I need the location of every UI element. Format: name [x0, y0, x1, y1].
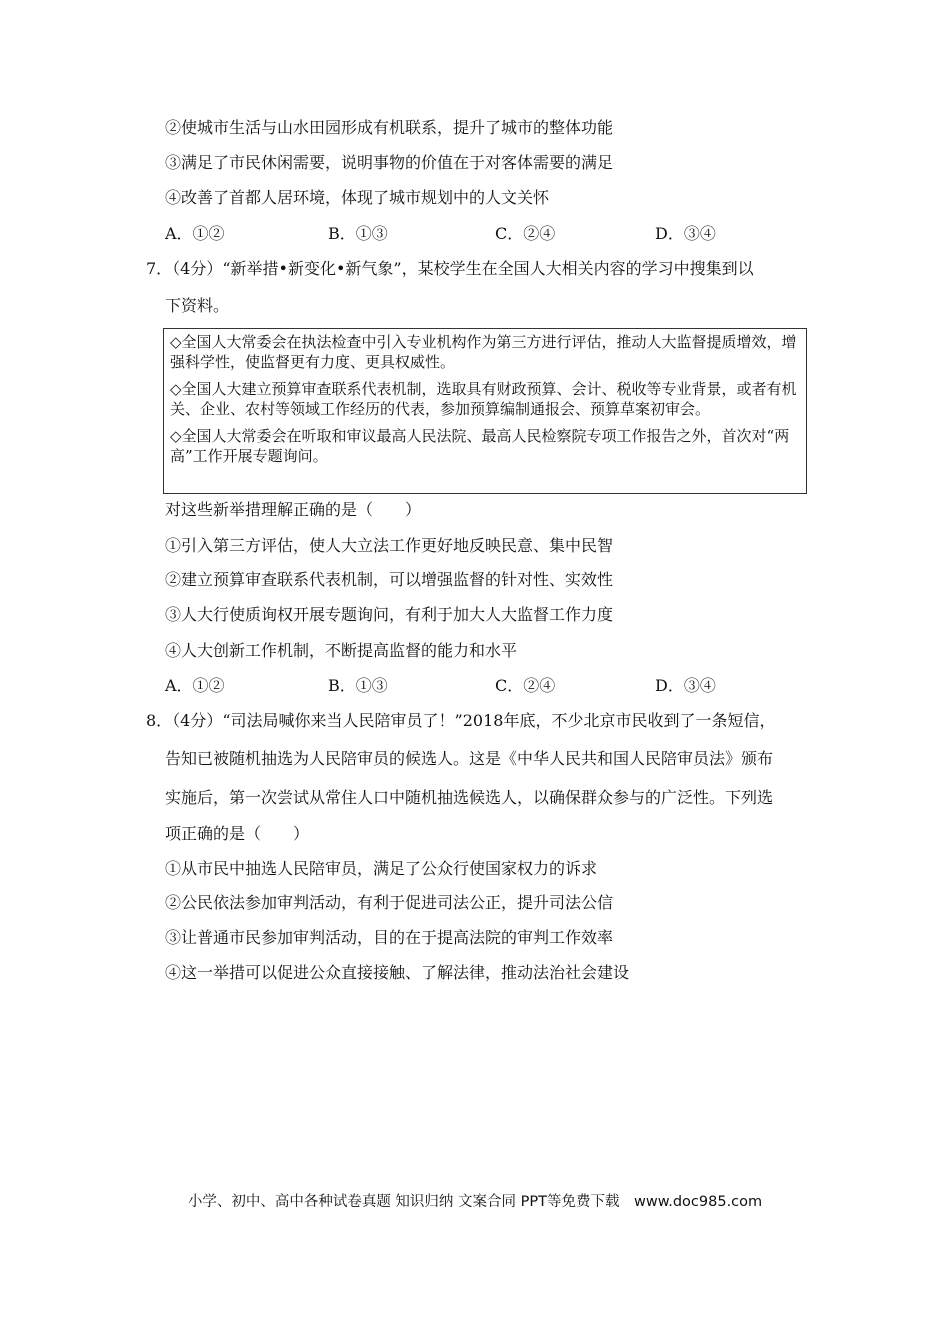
q6-choice-a: A．①② [165, 224, 225, 243]
q7-option-3: ③人大行使质询权开展专题询问，有利于加大人大监督工作力度 [165, 605, 614, 624]
q6-option-3: ③满足了市民休闲需要，说明事物的价值在于对客体需要的满足 [165, 153, 614, 172]
q7-choices [165, 676, 765, 696]
q6-choice-c: C．②④ [495, 224, 556, 243]
q8-stem-line2: 告知已被随机抽选为人民陪审员的候选人。这是《中华人民共和国人民陪审员法》颁布 [165, 749, 774, 768]
q7-option-1: ①引入第三方评估，使人大立法工作更好地反映民意、集中民智 [165, 536, 614, 555]
q7-material-item-2: ◇全国人大建立预算审查联系代表机制，选取具有财政预算、会计、税收等专业背景，或者有机关、企业、农村等领域工作经历的代表，参加预算编制通报会、预算草案初审会。 [170, 380, 797, 418]
q8-stem-line3: 实施后，第一次尝试从常住人口中随机抽选候选人，以确保群众参与的广泛性。下列选 [165, 788, 774, 807]
footer-download-banner: 小学、初中、高中各种试卷真题 知识归纳 文案合同 PPT等免费下载 www.doc985.com [187, 1194, 763, 1210]
q7-material-item-1: ◇全国人大常委会在执法检查中引入专业机构作为第三方进行评估，推动人大监督提质增效，增强科学性，使监督更有力度、更具权威性。 [170, 333, 797, 371]
q7-choice-d: D．③④ [655, 676, 716, 695]
q8-option-1: ①从市民中抽选人民陪审员，满足了公众行使国家权力的诉求 [165, 859, 598, 878]
q6-choice-d: D．③④ [655, 224, 716, 243]
q8-option-3: ③让普通市民参加审判活动，目的在于提高法院的审判工作效率 [165, 928, 614, 947]
q7-material-box [163, 328, 807, 494]
q6-choice-b: B．①③ [328, 224, 388, 243]
q8-option-2: ②公民依法参加审判活动，有利于促进司法公正，提升司法公信 [165, 893, 614, 912]
q6-choices [165, 224, 765, 244]
q7-stem-line1: 7．（4分）“新举措•新变化•新气象”，某校学生在全国人大相关内容的学习中搜集到以 [146, 259, 754, 278]
q7-choice-a: A．①② [165, 676, 225, 695]
q7-material-item-3: ◇全国人大常委会在听取和审议最高人民法院、最高人民检察院专项工作报告之外，首次对“两高”工作开展专题询问。 [170, 427, 790, 465]
q7-choice-b: B．①③ [328, 676, 388, 695]
q6-option-2: ②使城市生活与山水田园形成有机联系，提升了城市的整体功能 [165, 118, 614, 137]
q6-option-4: ④改善了首都人居环境，体现了城市规划中的人文关怀 [165, 188, 550, 207]
q8-stem-line1: 8．（4分）“司法局喊你来当人民陪审员了！”2018年底，不少北京市民收到了一条短信， [146, 711, 776, 730]
q7-option-2: ②建立预算审查联系代表机制，可以增强监督的针对性、实效性 [165, 570, 614, 589]
q8-option-4: ④这一举措可以促进公众直接接触、了解法律，推动法治社会建设 [165, 963, 630, 982]
q7-question: 对这些新举措理解正确的是（ ） [165, 500, 422, 519]
q8-stem-line4: 项正确的是（ ） [165, 824, 310, 843]
q7-choice-c: C．②④ [495, 676, 556, 695]
q7-stem-line2: 下资料。 [165, 296, 230, 315]
q7-option-4: ④人大创新工作机制，不断提高监督的能力和水平 [165, 641, 518, 660]
